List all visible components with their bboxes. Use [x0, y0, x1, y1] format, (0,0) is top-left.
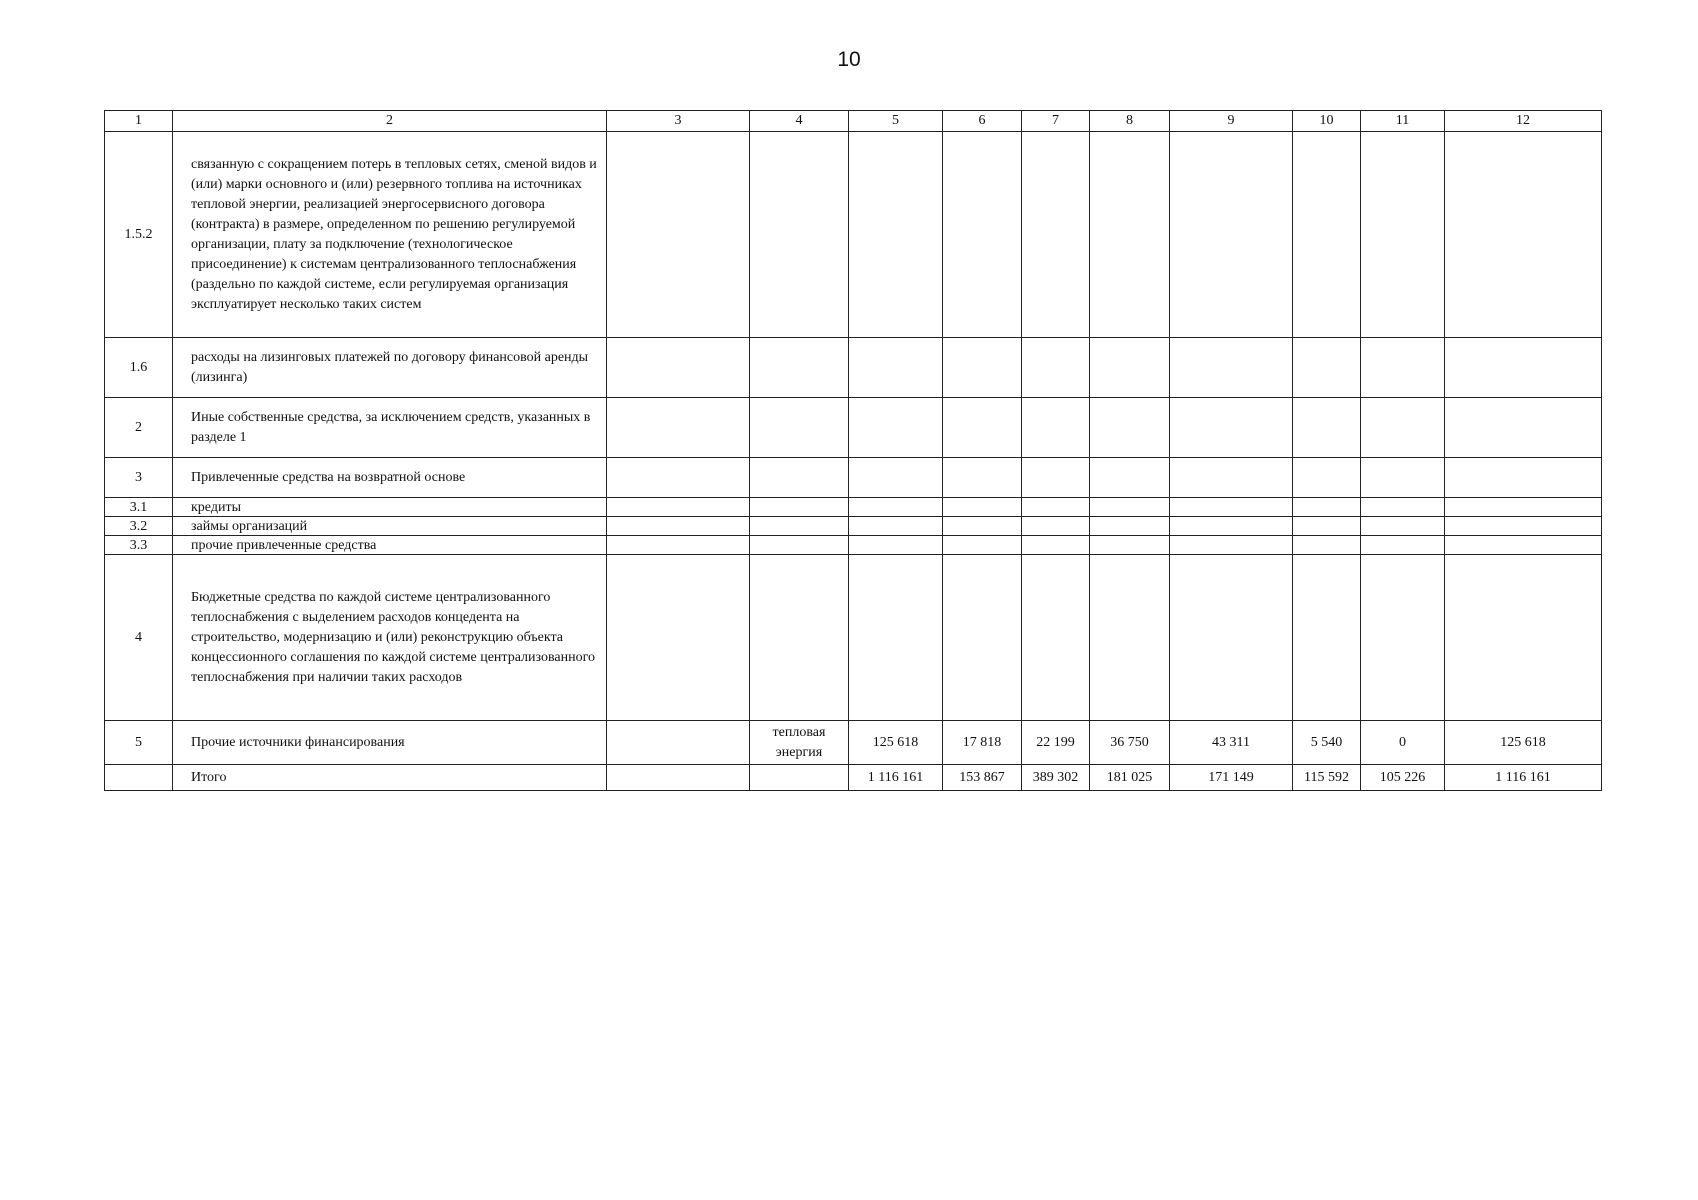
row-description: Прочие источники финансирования — [173, 721, 607, 765]
row-description: связанную с сокращением потерь в тепловых сетях, сменой видов и (или) марки основного и (или) резервного топлива на источниках тепловой энергии, реализацией энергосервисного договора (контракта) в размере, определенном по решению регулируемой организации, плату за подключение (технологическое присоединение) к системам централизованного теплоснабжения (раздельно по каждой системе, если регулируемая организация эксплуатирует несколько таких систем — [173, 132, 607, 338]
cell-col6 — [943, 536, 1022, 555]
cell-col3 — [607, 765, 750, 791]
cell-col5: 1 116 161 — [849, 765, 943, 791]
cell-col10: 115 592 — [1293, 765, 1361, 791]
table-row — [105, 398, 1602, 458]
table-row — [105, 517, 1602, 536]
cell-col5 — [849, 132, 943, 338]
cell-col9 — [1170, 517, 1293, 536]
cell-col8: 36 750 — [1090, 721, 1170, 765]
cell-col12 — [1445, 132, 1602, 338]
cell-col9 — [1170, 536, 1293, 555]
table-row — [105, 555, 1602, 721]
cell-col10 — [1293, 555, 1361, 721]
cell-col3 — [607, 721, 750, 765]
cell-col4 — [750, 536, 849, 555]
row-code: 2 — [105, 398, 173, 458]
row-description: расходы на лизинговых платежей по договору финансовой аренды (лизинга) — [173, 338, 607, 398]
cell-col6 — [943, 458, 1022, 498]
cell-col4 — [750, 338, 849, 398]
row-description: Иные собственные средства, за исключением средств, указанных в разделе 1 — [173, 398, 607, 458]
cell-col10 — [1293, 338, 1361, 398]
column-number: 9 — [1170, 111, 1293, 132]
cell-col6: 153 867 — [943, 765, 1022, 791]
cell-col5 — [849, 517, 943, 536]
cell-col10 — [1293, 517, 1361, 536]
row-code: 3 — [105, 458, 173, 498]
cell-col3 — [607, 555, 750, 721]
row-code: 4 — [105, 555, 173, 721]
column-number: 5 — [849, 111, 943, 132]
page-number: 10 — [837, 48, 861, 71]
column-number: 7 — [1022, 111, 1090, 132]
cell-col6 — [943, 555, 1022, 721]
cell-col4 — [750, 132, 849, 338]
cell-col3 — [607, 536, 750, 555]
cell-col9: 171 149 — [1170, 765, 1293, 791]
cell-col8 — [1090, 338, 1170, 398]
cell-col3 — [607, 132, 750, 338]
cell-col8 — [1090, 398, 1170, 458]
cell-col11 — [1361, 458, 1445, 498]
cell-col10 — [1293, 536, 1361, 555]
cell-col11 — [1361, 536, 1445, 555]
cell-col3 — [607, 498, 750, 517]
cell-col4 — [750, 458, 849, 498]
cell-col5 — [849, 498, 943, 517]
cell-col9 — [1170, 338, 1293, 398]
cell-col8 — [1090, 132, 1170, 338]
cell-col7: 389 302 — [1022, 765, 1090, 791]
cell-col9 — [1170, 132, 1293, 338]
cell-col4 — [750, 498, 849, 517]
cell-col3 — [607, 338, 750, 398]
cell-col10: 5 540 — [1293, 721, 1361, 765]
cell-col7: 22 199 — [1022, 721, 1090, 765]
cell-col5: 125 618 — [849, 721, 943, 765]
cell-col11 — [1361, 517, 1445, 536]
cell-col10 — [1293, 498, 1361, 517]
cell-col12: 1 116 161 — [1445, 765, 1602, 791]
cell-col7 — [1022, 555, 1090, 721]
row-description: Привлеченные средства на возвратной основе — [173, 458, 607, 498]
cell-col4: тепловая энергия — [750, 721, 849, 765]
cell-col5 — [849, 555, 943, 721]
cell-col12 — [1445, 338, 1602, 398]
cell-col5 — [849, 536, 943, 555]
cell-col11 — [1361, 132, 1445, 338]
cell-col11 — [1361, 338, 1445, 398]
row-code — [105, 765, 173, 791]
cell-col7 — [1022, 398, 1090, 458]
cell-col6 — [943, 338, 1022, 398]
table-row — [105, 721, 1602, 765]
column-number: 10 — [1293, 111, 1361, 132]
column-number: 12 — [1445, 111, 1602, 132]
cell-col12 — [1445, 458, 1602, 498]
cell-col9 — [1170, 555, 1293, 721]
cell-col7 — [1022, 536, 1090, 555]
cell-col3 — [607, 458, 750, 498]
table-row — [105, 536, 1602, 555]
cell-col12: 125 618 — [1445, 721, 1602, 765]
cell-col6 — [943, 398, 1022, 458]
cell-col12 — [1445, 555, 1602, 721]
cell-col8 — [1090, 536, 1170, 555]
cell-col8 — [1090, 517, 1170, 536]
cell-col4 — [750, 398, 849, 458]
cell-col5 — [849, 458, 943, 498]
column-number: 11 — [1361, 111, 1445, 132]
cell-col12 — [1445, 498, 1602, 517]
cell-col5 — [849, 398, 943, 458]
row-code: 1.5.2 — [105, 132, 173, 338]
cell-col11 — [1361, 498, 1445, 517]
row-code: 5 — [105, 721, 173, 765]
row-description: займы организаций — [173, 517, 607, 536]
cell-col7 — [1022, 132, 1090, 338]
cell-col12 — [1445, 517, 1602, 536]
row-description: Бюджетные средства по каждой системе централизованного теплоснабжения с выделением расходов концедента на строительство, модернизацию и (или) реконструкцию объекта концессионного соглашения по каждой системе централизованного теплоснабжения при наличии таких расходов — [173, 555, 607, 721]
cell-col4 — [750, 517, 849, 536]
cell-col4 — [750, 555, 849, 721]
row-description: прочие привлеченные средства — [173, 536, 607, 555]
cell-col9: 43 311 — [1170, 721, 1293, 765]
cell-col8 — [1090, 498, 1170, 517]
cell-col11 — [1361, 555, 1445, 721]
cell-col7 — [1022, 338, 1090, 398]
column-number: 2 — [173, 111, 607, 132]
column-number: 4 — [750, 111, 849, 132]
financing-table — [104, 110, 1602, 791]
cell-col3 — [607, 517, 750, 536]
table-row — [105, 132, 1602, 338]
cell-col9 — [1170, 498, 1293, 517]
table-row — [105, 458, 1602, 498]
row-code: 3.2 — [105, 517, 173, 536]
cell-col8 — [1090, 458, 1170, 498]
column-number: 8 — [1090, 111, 1170, 132]
row-code: 3.3 — [105, 536, 173, 555]
cell-col6 — [943, 498, 1022, 517]
cell-col7 — [1022, 498, 1090, 517]
total-row — [105, 765, 1602, 791]
column-number: 6 — [943, 111, 1022, 132]
column-number: 3 — [607, 111, 750, 132]
cell-col10 — [1293, 398, 1361, 458]
cell-col12 — [1445, 398, 1602, 458]
cell-col9 — [1170, 458, 1293, 498]
cell-col10 — [1293, 458, 1361, 498]
column-number: 1 — [105, 111, 173, 132]
cell-col8: 181 025 — [1090, 765, 1170, 791]
cell-col7 — [1022, 458, 1090, 498]
table-row — [105, 338, 1602, 398]
cell-col4 — [750, 765, 849, 791]
cell-col11: 0 — [1361, 721, 1445, 765]
cell-col9 — [1170, 398, 1293, 458]
row-code: 3.1 — [105, 498, 173, 517]
column-number-row — [105, 111, 1602, 132]
cell-col12 — [1445, 536, 1602, 555]
cell-col6: 17 818 — [943, 721, 1022, 765]
cell-col5 — [849, 338, 943, 398]
table-row — [105, 498, 1602, 517]
cell-col10 — [1293, 132, 1361, 338]
cell-col7 — [1022, 517, 1090, 536]
cell-col6 — [943, 132, 1022, 338]
cell-col11: 105 226 — [1361, 765, 1445, 791]
row-code: 1.6 — [105, 338, 173, 398]
cell-col3 — [607, 398, 750, 458]
cell-col6 — [943, 517, 1022, 536]
row-description: кредиты — [173, 498, 607, 517]
cell-col8 — [1090, 555, 1170, 721]
total-label: Итого — [173, 765, 607, 791]
cell-col11 — [1361, 398, 1445, 458]
